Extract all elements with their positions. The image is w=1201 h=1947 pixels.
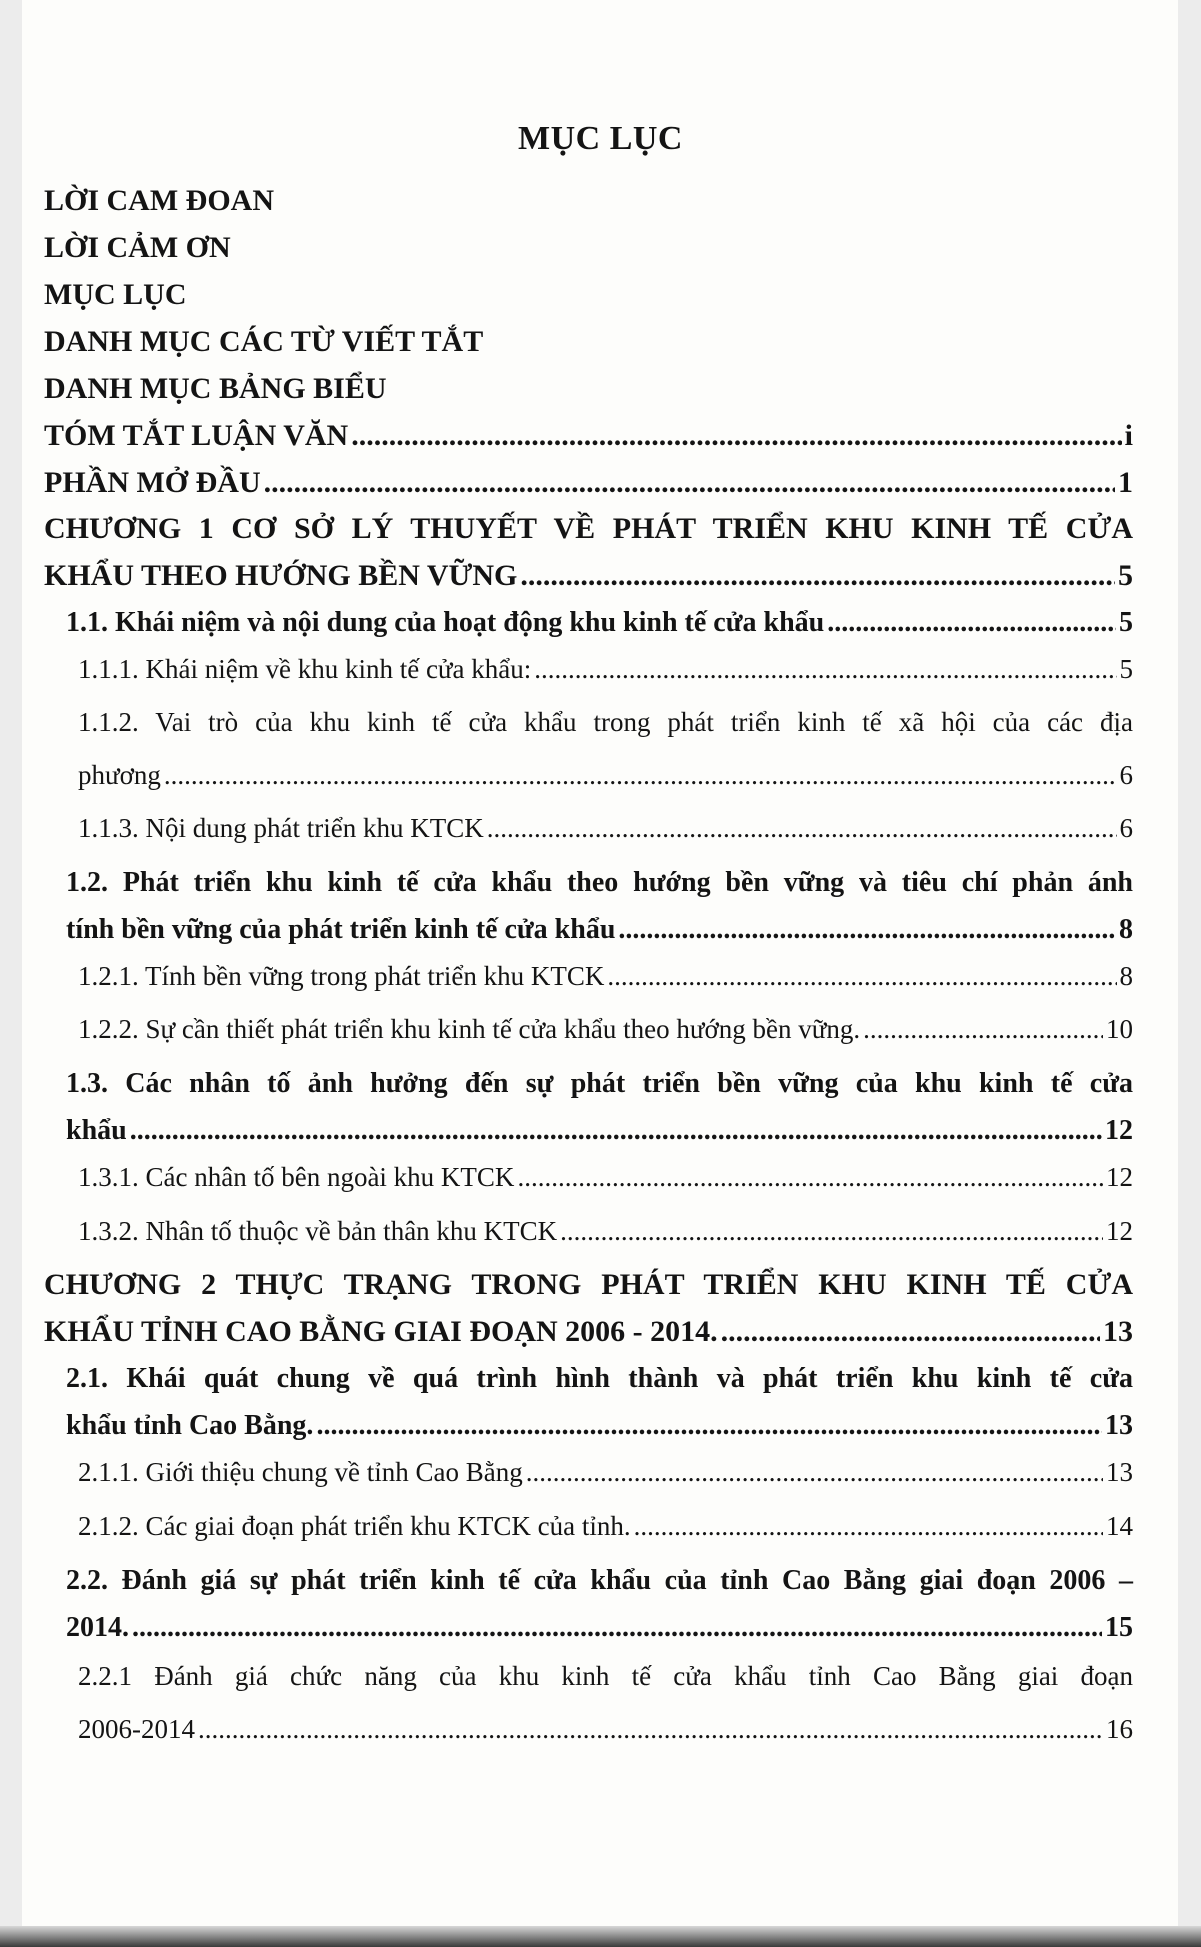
toc-entry-label: 2.1.2. Các giai đoạn phát triển khu KTCK của tỉnh. bbox=[78, 1511, 631, 1541]
dot-leader bbox=[618, 909, 1116, 951]
toc-entry-label: khẩu bbox=[66, 1115, 127, 1146]
dot-leader bbox=[863, 1008, 1103, 1050]
page-number: 5 bbox=[1119, 607, 1133, 638]
toc-entry-label: 1.1.1. Khái niệm về khu kinh tế cửa khẩu: bbox=[78, 654, 532, 684]
toc-entry-1-3-2[interactable] bbox=[78, 1210, 1133, 1252]
toc-entry-label: 1.1.3. Nội dung phát triển khu KTCK bbox=[78, 813, 484, 843]
toc-entry-label: 1.2.1. Tính bền vững trong phát triển khu KTCK bbox=[78, 961, 605, 991]
dot-leader bbox=[560, 1210, 1103, 1252]
dot-leader bbox=[607, 955, 1116, 997]
toc-entry-label: 1.3.1. Các nhân tố bên ngoài khu KTCK bbox=[78, 1162, 515, 1192]
toc-entry-chapter2-line1[interactable]: CHƯƠNG 2 THỰC TRẠNG TRONG PHÁT TRIỂN KHU KINH TẾ CỬA bbox=[44, 1268, 1133, 1301]
dot-leader bbox=[520, 555, 1115, 597]
page-number: i bbox=[1124, 419, 1133, 452]
toc-entry-label: 2006-2014 bbox=[78, 1714, 195, 1744]
page-number: 16 bbox=[1106, 1714, 1133, 1744]
toc-entry-label: LỜI CAM ĐOAN bbox=[44, 184, 274, 217]
toc-entry-1-3-line1[interactable]: 1.3. Các nhân tố ảnh hưởng đến sự phát triển bền vững của khu kinh tế cửa bbox=[66, 1068, 1133, 1099]
toc-entry-intro[interactable] bbox=[44, 462, 1133, 504]
toc-entry-1-1-2[interactable] bbox=[78, 754, 1133, 796]
page-number: 13 bbox=[1103, 1315, 1133, 1348]
toc-entry-muc-luc[interactable] bbox=[44, 274, 1133, 316]
toc-entry-2-1-line1[interactable]: 2.1. Khái quát chung về quá trình hình thành và phát triển khu kinh tế cửa bbox=[66, 1363, 1133, 1394]
toc-entry-1-2-1[interactable] bbox=[78, 955, 1133, 997]
dot-leader bbox=[132, 1607, 1102, 1649]
toc-entry-summary[interactable] bbox=[44, 415, 1133, 457]
toc-entry-label: 2.1.1. Giới thiệu chung về tỉnh Cao Bằng bbox=[78, 1457, 523, 1487]
toc-entry-1-1-2-line1[interactable]: 1.1.2. Vai trò của khu kinh tế cửa khẩu trong phát triển kinh tế xã hội của các địa bbox=[78, 707, 1133, 737]
toc-entry-1-1-1[interactable] bbox=[78, 648, 1133, 690]
page-number: 13 bbox=[1106, 1457, 1133, 1487]
dot-leader bbox=[634, 1505, 1103, 1547]
dot-leader bbox=[827, 602, 1116, 644]
toc-entry-label: tính bền vững của phát triển kinh tế cửa khẩu bbox=[66, 914, 616, 945]
toc-entry-1-2-line1[interactable]: 1.2. Phát triển khu kinh tế cửa khẩu theo hướng bền vững và tiêu chí phản ánh bbox=[66, 867, 1133, 898]
page-number: 15 bbox=[1105, 1612, 1133, 1643]
page-number: 10 bbox=[1106, 1014, 1133, 1044]
dot-leader bbox=[721, 1311, 1100, 1353]
toc-entry-tables[interactable] bbox=[44, 368, 1133, 410]
toc-entry-label: 1.1. Khái niệm và nội dung của hoạt động khu kinh tế cửa khẩu bbox=[66, 607, 825, 638]
dot-leader bbox=[534, 648, 1116, 690]
toc-entry-2-1-1[interactable] bbox=[78, 1451, 1133, 1493]
toc-entry-label: DANH MỤC BẢNG BIỂU bbox=[44, 372, 387, 405]
dot-leader bbox=[164, 754, 1117, 796]
dot-leader bbox=[316, 1405, 1102, 1447]
dot-leader bbox=[351, 415, 1121, 457]
toc-entry-1-3-1[interactable] bbox=[78, 1156, 1133, 1198]
page-number: 12 bbox=[1106, 1216, 1133, 1246]
toc-entry-chapter2[interactable] bbox=[44, 1311, 1133, 1353]
toc-entry-1-1-3[interactable] bbox=[78, 807, 1133, 849]
toc-entry-label: 1.3.2. Nhân tố thuộc về bản thân khu KTCK bbox=[78, 1216, 558, 1246]
dot-leader bbox=[526, 1451, 1103, 1493]
toc-entry-1-3[interactable] bbox=[66, 1110, 1133, 1152]
page-number: 8 bbox=[1119, 914, 1133, 945]
toc-entry-2-2-1[interactable] bbox=[78, 1708, 1133, 1750]
toc-entry-label: KHẨU TỈNH CAO BẰNG GIAI ĐOẠN 2006 - 2014. bbox=[44, 1315, 718, 1348]
page-number: 1 bbox=[1118, 466, 1133, 499]
toc-entry-label: 1.2.2. Sự cần thiết phát triển khu kinh tế cửa khẩu theo hướng bền vững. bbox=[78, 1014, 861, 1044]
dot-leader bbox=[517, 1156, 1103, 1198]
toc-title: MỤC LỤC bbox=[518, 120, 683, 157]
toc-entry-label: 2014. bbox=[66, 1612, 129, 1643]
toc-entry-2-1-2[interactable] bbox=[78, 1505, 1133, 1547]
dot-leader bbox=[198, 1708, 1103, 1750]
dot-leader bbox=[487, 807, 1117, 849]
dot-leader bbox=[130, 1110, 1102, 1152]
toc-entry-2-2-1-line1[interactable]: 2.2.1 Đánh giá chức năng của khu kinh tế cửa khẩu tỉnh Cao Bằng giai đoạn bbox=[78, 1661, 1133, 1691]
toc-entry-1-2-2[interactable] bbox=[78, 1008, 1133, 1050]
toc-entry-label: DANH MỤC CÁC TỪ VIẾT TẮT bbox=[44, 325, 484, 358]
toc-entry-label: TÓM TẮT LUẬN VĂN bbox=[44, 419, 349, 452]
toc-entry-chapter1[interactable] bbox=[44, 555, 1133, 597]
page-number: 5 bbox=[1118, 559, 1133, 592]
toc-entry-chapter1-line1[interactable]: CHƯƠNG 1 CƠ SỞ LÝ THUYẾT VỀ PHÁT TRIỂN KHU KINH TẾ CỬA bbox=[44, 512, 1133, 545]
page-number: 12 bbox=[1105, 1115, 1133, 1146]
toc-entry-label: khẩu tỉnh Cao Bằng. bbox=[66, 1410, 314, 1441]
page-number: 5 bbox=[1119, 654, 1133, 684]
toc-entry-2-2-line1[interactable]: 2.2. Đánh giá sự phát triển kinh tế cửa khẩu của tỉnh Cao Bằng giai đoạn 2006 – bbox=[66, 1565, 1133, 1596]
page-number: 12 bbox=[1106, 1162, 1133, 1192]
dot-leader bbox=[264, 462, 1115, 504]
page-number: 8 bbox=[1119, 961, 1133, 991]
toc-entry-2-2[interactable] bbox=[66, 1607, 1133, 1649]
toc-entry-1-1[interactable] bbox=[66, 602, 1133, 644]
toc-entry-1-2[interactable] bbox=[66, 909, 1133, 951]
page-number: 6 bbox=[1119, 813, 1133, 843]
toc-entry-label: phương bbox=[78, 760, 161, 790]
toc-entry-label: MỤC LỤC bbox=[44, 278, 187, 311]
toc-entry-label: KHẨU THEO HƯỚNG BỀN VỮNG bbox=[44, 559, 518, 592]
scan-bottom-edge bbox=[0, 1926, 1201, 1947]
toc-entry-2-1[interactable] bbox=[66, 1405, 1133, 1447]
page-number: 13 bbox=[1105, 1410, 1133, 1441]
toc-entry-label: PHẦN MỞ ĐẦU bbox=[44, 466, 261, 499]
page-number: 6 bbox=[1119, 760, 1133, 790]
toc-entry-loi-cam-doan[interactable] bbox=[44, 180, 1133, 222]
toc-entry-label: LỜI CẢM ƠN bbox=[44, 231, 231, 264]
toc-entry-loi-cam-on[interactable] bbox=[44, 227, 1133, 269]
page-number: 14 bbox=[1106, 1511, 1133, 1541]
toc-entry-abbreviations[interactable] bbox=[44, 321, 1133, 363]
